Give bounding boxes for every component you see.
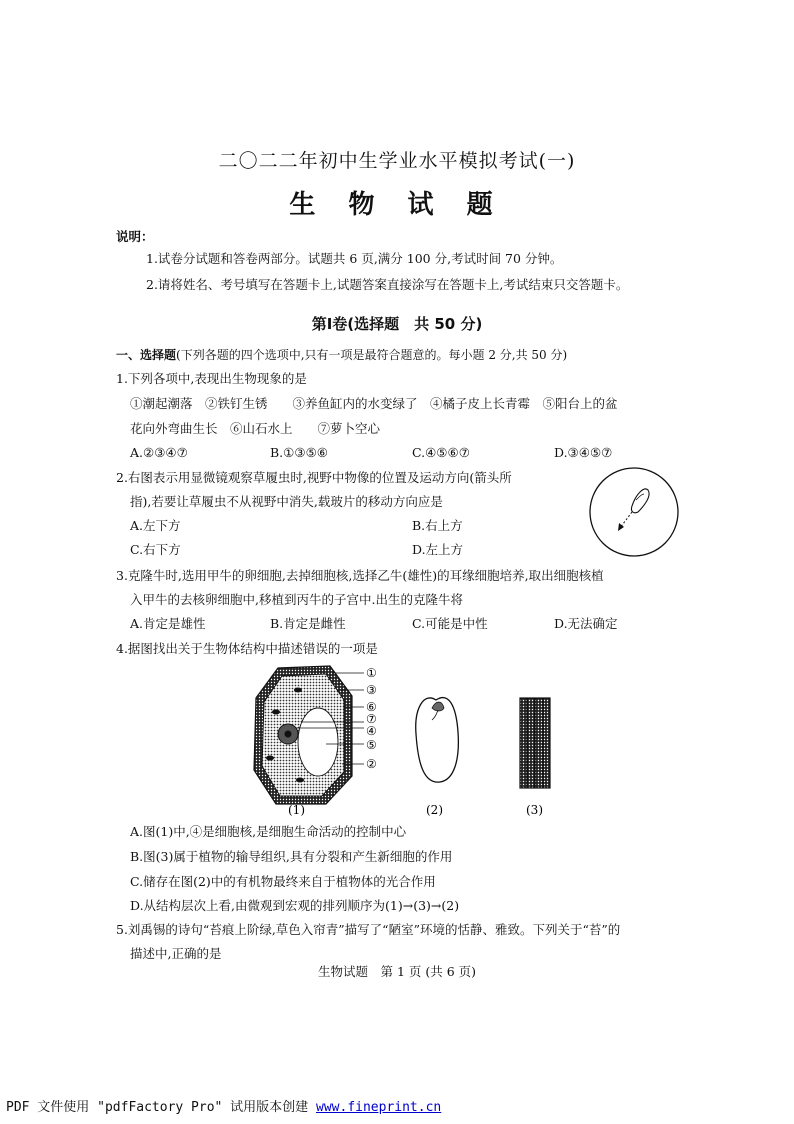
microscope-field-figure: [588, 466, 680, 558]
watermark-link[interactable]: www.fineprint.cn: [316, 1100, 442, 1115]
tissue-diagram: [520, 698, 550, 788]
q1-option-d: D.③④⑤⑦: [554, 445, 613, 460]
subject-title: 生 物 试 题: [289, 190, 505, 220]
q3-option-c: C.可能是中性: [412, 616, 488, 631]
part-label: 一、选择题: [116, 348, 177, 362]
cell-label: ④: [366, 724, 377, 738]
cell-label: ⑦: [366, 712, 377, 726]
chloroplast: [272, 710, 280, 715]
q1-option-a: A.②③④⑦: [130, 445, 188, 460]
paramecium-shape: [631, 489, 649, 513]
q1-option-b: B.①③⑤⑥: [270, 445, 328, 460]
q2-option-d: D.左上方: [412, 542, 464, 557]
q2-option-a: A.左下方: [130, 518, 181, 533]
q4-option-d: D.从结构层次上看,由微观到宏观的排列顺序为(1)→(3)→(2): [130, 898, 460, 913]
q1-line2: ①潮起潮落 ②铁钉生锈 ③养鱼缸内的水变绿了 ④橘子皮上长青霉 ⑤阳台上的盆: [130, 396, 618, 411]
field-of-view-circle: [590, 468, 678, 556]
vacuole: [298, 708, 338, 776]
instruction-item-1: 1.试卷分试题和答卷两部分。试题共 6 页,满分 100 分,考试时间 70 分钟。: [146, 251, 563, 266]
cell-label: ⑥: [366, 700, 377, 714]
q5-stem-line2: 描述中,正确的是: [130, 946, 222, 961]
pdf-watermark: [6, 1096, 441, 1115]
q2-stem-line1: 2.右图表示用显微镜观察草履虫时,视野中物像的位置及运动方向(箭头所: [116, 470, 512, 485]
q3-option-d: D.无法确定: [554, 616, 618, 631]
part-note: (下列各题的四个选项中,只有一项是最符合题意的。每小题 2 分,共 50 分): [176, 348, 568, 362]
q2-option-c: C.右下方: [130, 542, 181, 557]
q4-option-b: B.图(3)属于植物的输导组织,具有分裂和产生新细胞的作用: [130, 849, 453, 864]
movement-arrow-head: [618, 523, 624, 531]
page-footer: 生物试题 第 1 页 (共 6 页): [317, 964, 477, 979]
q2-option-b: B.右上方: [412, 518, 463, 533]
cell-label: ②: [366, 757, 377, 771]
q3-stem-line1: 3.克隆牛时,选用甲牛的卵细胞,去掉细胞核,选择乙牛(雄性)的耳缘细胞培养,取出细胞核植: [116, 568, 604, 583]
q2-stem-line2: 指),若要让草履虫不从视野中消失,载玻片的移动方向应是: [130, 494, 443, 509]
q3-stem-line2: 入甲牛的去核卵细胞中,移植到丙牛的子宫中.出生的克隆牛将: [130, 592, 463, 607]
watermark-text: PDF 文件使用 "pdfFactory Pro" 试用版本创建: [6, 1100, 317, 1115]
nucleolus: [285, 731, 292, 738]
bean-seed-diagram: [416, 698, 459, 783]
cell-label: ③: [366, 683, 377, 697]
q1-option-c: C.④⑤⑥⑦: [412, 445, 470, 460]
figure-caption-2: (2): [426, 803, 443, 817]
q4-option-c: C.储存在图(2)中的有机物最终来自于植物体的光合作用: [130, 874, 436, 889]
q5-stem-line1: 5.刘禹锡的诗句“苔痕上阶绿,草色入帘青”描写了“陋室”环境的恬静、雅致。下列关于“苔”的: [116, 922, 621, 937]
chloroplast: [266, 756, 274, 761]
instruction-item-2: 2.请将姓名、考号填写在答题卡上,试题答案直接涂写在答题卡上,考试结束只交答题卡。: [146, 277, 629, 292]
chloroplast: [294, 688, 302, 693]
q4-option-a: A.图(1)中,④是细胞核,是细胞生命活动的控制中心: [130, 824, 407, 839]
chloroplast: [296, 778, 304, 783]
figure-caption-1: (1): [288, 803, 305, 817]
part-heading: [116, 347, 567, 363]
section-title: 第Ⅰ卷(选择题 共 50 分): [311, 315, 483, 333]
exam-title: 二〇二二年初中生学业水平模拟考试(一): [218, 150, 576, 172]
figure-caption-3: (3): [526, 803, 543, 817]
q3-option-b: B.肯定是雌性: [270, 616, 346, 631]
q4-stem: 4.据图找出关于生物体结构中描述错误的一项是: [116, 641, 378, 656]
q1-stem: 1.下列各项中,表现出生物现象的是: [116, 371, 307, 386]
q4-structure-figure: [240, 660, 570, 820]
plant-cell-diagram: [254, 666, 377, 804]
q3-option-a: A.肯定是雄性: [130, 616, 206, 631]
q1-line3: 花向外弯曲生长 ⑥山石水上 ⑦萝卜空心: [130, 421, 381, 436]
cell-label: ①: [366, 666, 377, 680]
instructions-label: 说明：: [116, 229, 154, 244]
cell-label: ⑤: [366, 738, 377, 752]
